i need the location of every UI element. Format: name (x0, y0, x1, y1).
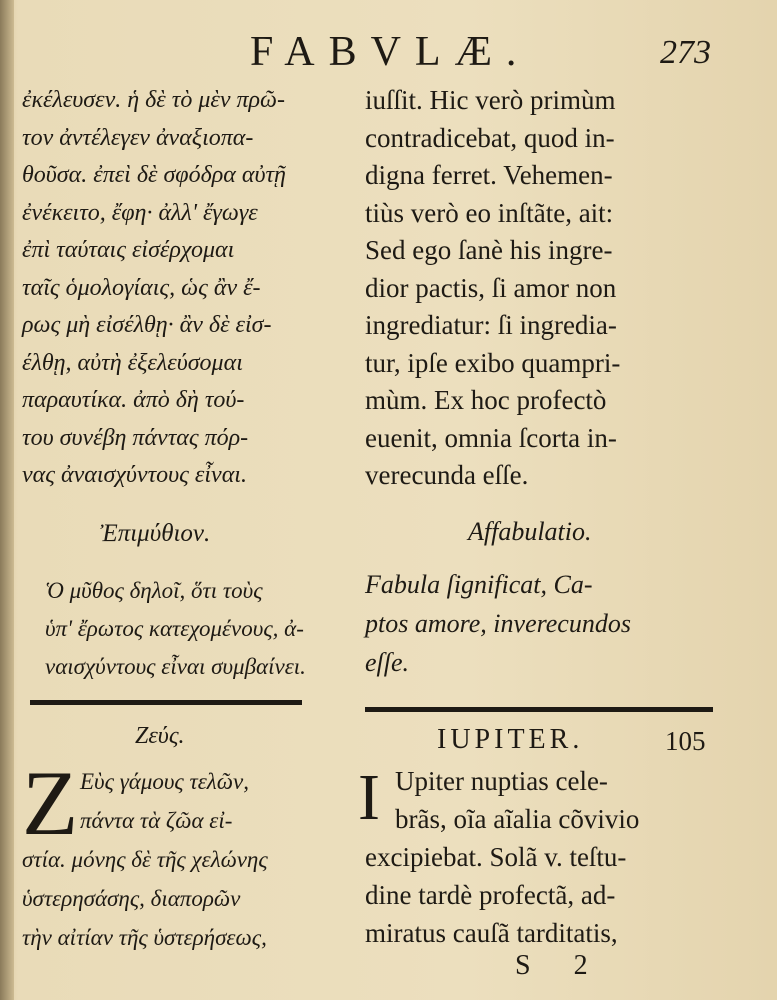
latin-line: dior pactis, ſi amor non (365, 272, 617, 303)
greek-drop-cap: Z (22, 752, 79, 854)
greek-line: θοῦσα. ἐπεὶ δὲ σφόδρα αὐτῇ (22, 162, 286, 188)
greek-moral-text (45, 572, 340, 686)
greek-line: ἐκέλευσεν. ἡ δὲ τὸ μὲν πρῶ- (22, 87, 285, 113)
latin-fable-title: IUPITER. (437, 724, 584, 755)
greek-line: έλθῃ, αὐτὴ ἐξελεύσομαι (22, 349, 243, 376)
greek-line: νας ἀναισχύντους εἶναι. (22, 462, 247, 488)
latin-line: Sed ego ſanè his ingre- (365, 235, 613, 265)
page-gutter (0, 0, 14, 1000)
greek-fable-title: Ζεύς. (135, 723, 185, 749)
latin-line: ingrediatur: ſi ingredia- (365, 310, 617, 340)
fable-number: 105 (665, 726, 706, 756)
greek-line: τον ἀντέλεγεν ἀναξιοπα- (22, 124, 254, 151)
latin-fable-line: brãs, oĩa aĩalia cõvivio (395, 804, 640, 834)
latin-section-rule (365, 707, 713, 712)
page-number: 273 (660, 34, 711, 71)
greek-fable-line: Εὺς γάμους τελῶν, (80, 769, 249, 794)
signature-mark: S 2 (515, 950, 606, 981)
greek-line: ἐνέκειτο, ἔφη· ἀλλ' ἔγωγε (22, 199, 258, 226)
greek-fable-line: πάντα τὰ ζῶα εἰ- (80, 808, 233, 833)
latin-moral-line: ptos amore, inverecundos (365, 609, 631, 638)
latin-line: tiùs verò eo inſtãte, ait: (365, 197, 614, 228)
greek-fable-line: στία. μόνης δὲ τῆς χελώνης (22, 847, 268, 872)
greek-moral-heading: Ἐπιμύθιον. (100, 520, 211, 547)
greek-fable-line: ὑστερησάσης, διαπορῶν (22, 886, 241, 911)
greek-section-rule (30, 700, 302, 705)
greek-moral-line: ὑπ' ἔρωτος κατεχομένους, ἀ- (45, 616, 304, 641)
greek-fable-text (22, 752, 340, 957)
greek-line: ἐπὶ ταύταις εἰσέρχομαι (22, 237, 235, 263)
greek-moral-line: ναισχύντους εἶναι συμβαίνει. (45, 654, 306, 679)
greek-line: παραυτίκα. ἀπὸ δὴ τού- (22, 387, 245, 413)
greek-text-column (22, 82, 337, 495)
latin-moral-heading: Affabulatio. (468, 517, 592, 546)
latin-fable-line: dine tardè profectã, ad- (365, 880, 616, 910)
latin-moral-line: Fabula ſignificat, Ca- (365, 570, 593, 599)
latin-moral-line: eſſe. (365, 648, 410, 677)
latin-line: verecunda eſſe. (365, 460, 529, 490)
latin-moral-text (365, 565, 720, 682)
running-title: FABVLÆ. (250, 29, 531, 75)
latin-fable-line: Upiter nuptias cele- (395, 766, 608, 796)
latin-line: contradicebat, quod in- (365, 122, 615, 153)
latin-drop-cap: I (358, 761, 380, 834)
latin-fable-line: excipiebat. Solã v. teſtu- (365, 842, 627, 872)
latin-fable-text (365, 762, 723, 952)
latin-line: euenit, omnia ſcorta in- (365, 422, 617, 453)
latin-text-column (365, 82, 720, 495)
latin-line: iuſſit. Hic verò primùm (365, 85, 616, 115)
greek-fable-line: τὴν αἰτίαν τῆς ὑστερήσεως, (22, 925, 267, 950)
latin-line: digna ferret. Vehemen- (365, 160, 613, 190)
latin-line: tur, ipſe exibo quampri- (365, 347, 621, 378)
page-header (0, 28, 777, 76)
latin-fable-line: miratus cauſã tarditatis, (365, 918, 618, 948)
greek-line: του συνέβη πάντας πόρ- (22, 424, 249, 451)
greek-moral-line: Ὁ μῦθος δηλοῖ, ὅτι τοὺς (45, 578, 263, 603)
greek-line: ρως μὴ εἰσέλθῃ· ἂν δὲ εἰσ- (22, 312, 272, 338)
latin-line: mùm. Ex hoc profectò (365, 385, 607, 415)
greek-line: ταῖς ὁμολογίαις, ὡς ἂν ἔ- (22, 274, 261, 301)
